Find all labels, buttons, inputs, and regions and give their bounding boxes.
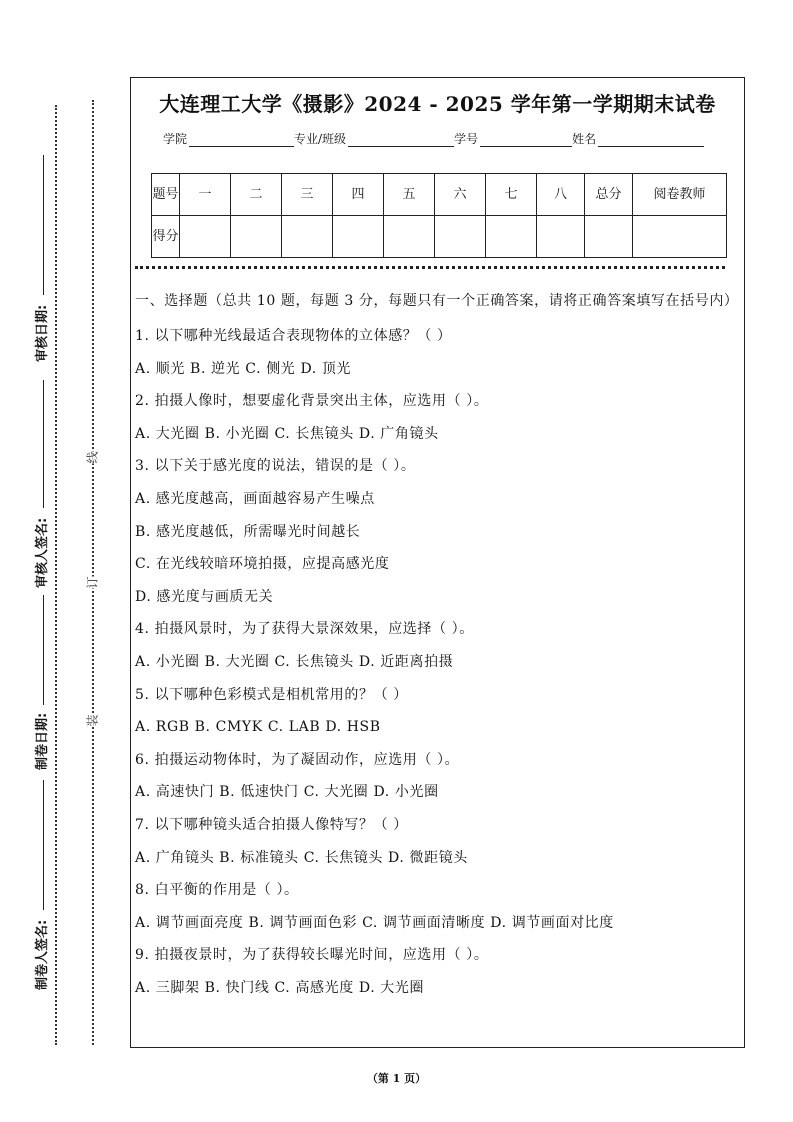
- option-line: A. 感光度越高，画面越容易产生噪点: [135, 490, 375, 507]
- option-line: A. 三脚架 B. 快门线 C. 高感光度 D. 大光圈: [135, 979, 425, 996]
- option-line: A. 顺光 B. 逆光 C. 侧光 D. 顶光: [135, 360, 352, 377]
- binding-mark-bind: 订: [82, 576, 103, 588]
- question-line: 5. 以下哪种色彩模式是相机常用的？（ ）: [135, 686, 408, 703]
- section-title: 一、选择题（总共 10 题，每题 3 分，每题只有一个正确答案，请将正确答案填写在括号内）: [135, 293, 739, 309]
- total-score-cell[interactable]: [585, 216, 633, 258]
- section-multiple-choice: [135, 290, 740, 1004]
- college-label: 学院: [163, 132, 188, 146]
- total-score-header: 总分: [585, 174, 633, 216]
- option-line: A. 大光圈 B. 小光圈 C. 长焦镜头 D. 广角镜头: [135, 425, 439, 442]
- review-date-label: 审核日期:: [35, 304, 50, 362]
- college-field[interactable]: [189, 132, 294, 147]
- score-cell[interactable]: [537, 216, 585, 258]
- score-col-header: 四: [333, 174, 384, 216]
- score-col-header: 七: [486, 174, 537, 216]
- score-row-header: 得分: [152, 216, 180, 258]
- question-line: 3. 以下关于感光度的说法，错误的是（ ）。: [135, 458, 416, 475]
- option-line: B. 感光度越低，所需曝光时间越长: [135, 523, 361, 540]
- score-cell[interactable]: [384, 216, 435, 258]
- option-line: A. 广角镜头 B. 标准镜头 C. 长焦镜头 D. 微距镜头: [135, 849, 468, 866]
- score-cell[interactable]: [435, 216, 486, 258]
- score-cell[interactable]: [231, 216, 282, 258]
- score-col-header: 八: [537, 174, 585, 216]
- exam-title: 大连理工大学《摄影》2024 - 2025 学年第一学期期末试卷: [159, 92, 716, 116]
- option-line: A. 高速快门 B. 低速快门 C. 大光圈 D. 小光圈: [135, 784, 439, 801]
- score-col-header: 三: [282, 174, 333, 216]
- option-line: C. 在光线较暗环境拍摄，应提高感光度: [135, 556, 390, 573]
- paper-maker-sign-label: 制卷人签名:: [35, 919, 50, 990]
- question-line: 7. 以下哪种镜头适合拍摄人像特写？（ ）: [135, 816, 408, 833]
- grader-header: 阅卷教师: [633, 174, 727, 216]
- score-cell[interactable]: [486, 216, 537, 258]
- question-line: 8. 白平衡的作用是（ ）。: [135, 882, 299, 899]
- section-separator: [135, 266, 725, 269]
- score-cell[interactable]: [180, 216, 231, 258]
- reviewer-sign-label: 审核人签名:: [35, 517, 50, 588]
- question-line: 1. 以下哪种光线最适合表现物体的立体感？（ ）: [135, 328, 452, 344]
- paper-maker-sign-blank[interactable]: [43, 780, 44, 910]
- paper-date-blank[interactable]: [43, 595, 44, 705]
- name-label: 姓名: [572, 132, 597, 146]
- paper-date-label: 制卷日期:: [35, 712, 50, 770]
- name-field[interactable]: [598, 132, 704, 147]
- grader-cell[interactable]: [633, 216, 727, 258]
- question-line: 9. 拍摄夜景时，为了获得较长曝光时间，应选用（ ）。: [135, 947, 489, 964]
- dotted-line-outer: [55, 105, 57, 1045]
- score-cell[interactable]: [282, 216, 333, 258]
- page-number: （第 1 页）: [366, 1072, 427, 1085]
- option-line: D. 感光度与画质无关: [135, 588, 274, 605]
- binding-mark-line: 线: [82, 451, 103, 463]
- option-line: A. 调节画面亮度 B. 调节画面色彩 C. 调节画面清晰度 D. 调节画面对比度: [135, 914, 614, 931]
- major-class-label: 专业/班级: [294, 132, 347, 146]
- question-number-header: 题号: [152, 174, 180, 216]
- question-line: 2. 拍摄人像时，想要虚化背景突出主体，应选用（ ）。: [135, 393, 489, 410]
- review-date-blank[interactable]: [43, 155, 44, 295]
- question-line: 6. 拍摄运动物体时，为了凝固动作，应选用（ ）。: [135, 751, 460, 768]
- score-col-header: 五: [384, 174, 435, 216]
- student-id-field[interactable]: [480, 132, 572, 147]
- score-col-header: 一: [180, 174, 231, 216]
- score-cell[interactable]: [333, 216, 384, 258]
- score-col-header: 六: [435, 174, 486, 216]
- question-line: 4. 拍摄风景时，为了获得大景深效果，应选择（ ）。: [135, 621, 474, 638]
- binding-mark-mount: 装: [82, 714, 103, 726]
- score-table: [151, 173, 727, 258]
- binding-dotted-line: [92, 100, 94, 1045]
- score-col-header: 二: [231, 174, 282, 216]
- reviewer-sign-blank[interactable]: [43, 380, 44, 508]
- student-info-row: [163, 130, 704, 147]
- option-line: A. RGB B. CMYK C. LAB D. HSB: [135, 719, 381, 736]
- major-class-field[interactable]: [348, 132, 454, 147]
- option-line: A. 小光圈 B. 大光圈 C. 长焦镜头 D. 近距离拍摄: [135, 653, 454, 670]
- student-id-label: 学号: [454, 132, 479, 146]
